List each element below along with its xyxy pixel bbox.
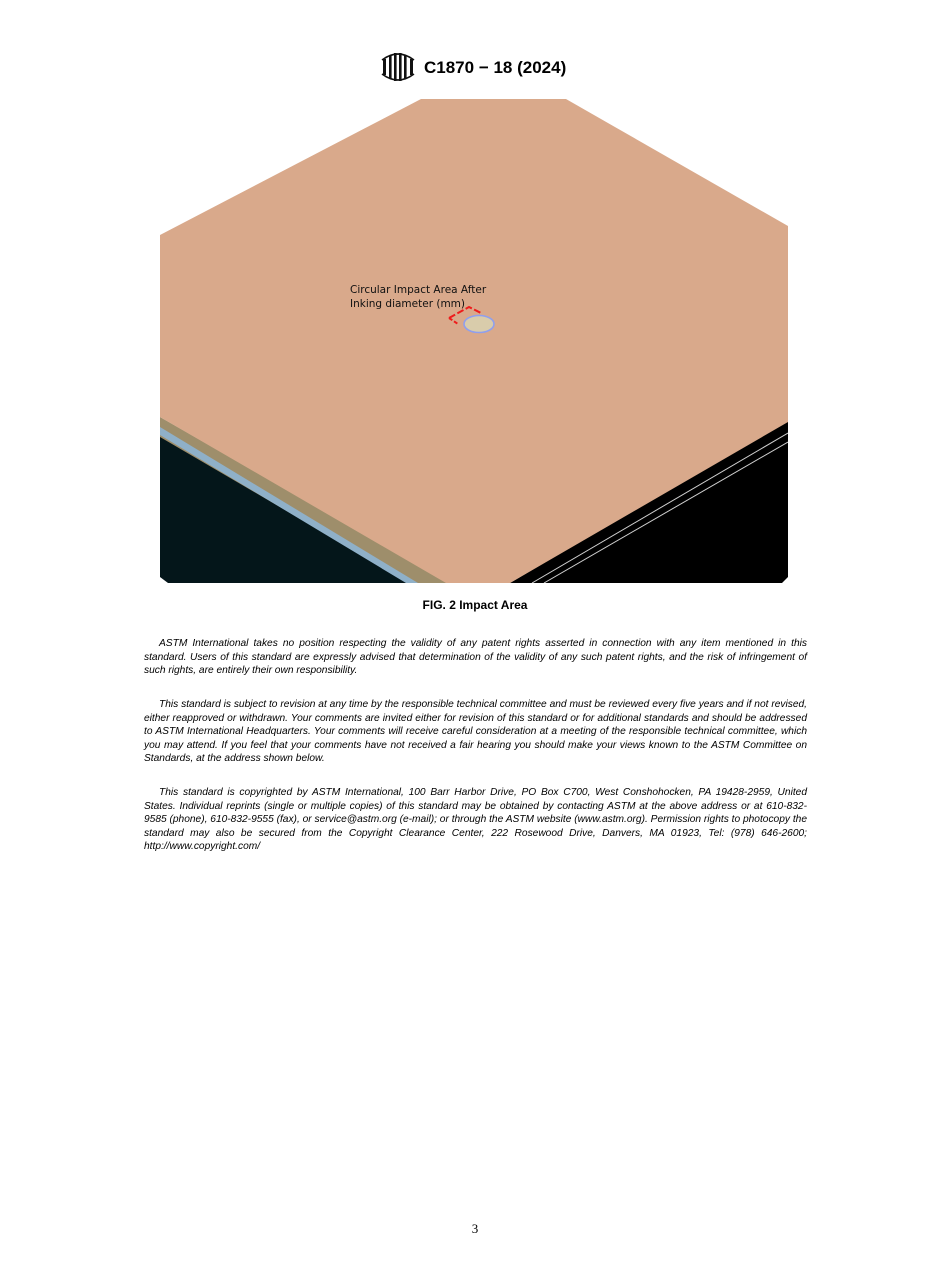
impact-area-circle bbox=[464, 316, 494, 333]
document-id: C1870 − 18 (2024) bbox=[424, 58, 567, 77]
figure-caption: FIG. 2 Impact Area bbox=[422, 598, 528, 612]
annotation-line-2: Inking diameter (mm) bbox=[350, 298, 465, 310]
impact-area-figure bbox=[160, 99, 788, 583]
copyright-notice: This standard is copyrighted by ASTM International, 100 Barr Harbor Drive, PO Box C700, West Conshohocken, PA 19428-2959, United States. Individual reprints (single or multiple copies) of this standard may be obtained by contacting ASTM at the above address or at 610-832-9585 (phone), 610-832-9555 (fax), or service@astm.org (e-mail); or through the ASTM website (www.astm.org). Permission rights to photocopy the standard may also be secured from the Copyright Clearance Center, 222 Rosewood Drive, Danvers, MA 01923, Tel: (978) 646-2600; http://www.copyright.com/ bbox=[144, 787, 807, 853]
astm-logo bbox=[379, 50, 417, 84]
patent-notice: ASTM International takes no position respecting the validity of any patent rights asserted in connection with any item mentioned in this standard. Users of this standard are expressly advised that determination of the validity of any such patent rights, and the risk of infringement of such rights, are entirely their own responsibility. bbox=[144, 638, 807, 677]
revision-notice: This standard is subject to revision at any time by the responsible technical committee and must be reviewed every five years and if not revised, either reapproved or withdrawn. Your comments are invited either for revision of this standard or for additional standards and should be addressed to ASTM International Headquarters. Your comments will receive careful consideration at a meeting of the responsible technical committee, which you may attend. If you feel that your comments have not received a fair hearing you should make your views known to the ASTM Committee on Standards, at the address shown below. bbox=[144, 699, 807, 765]
page-number: 3 bbox=[471, 1221, 479, 1236]
page-header bbox=[0, 50, 950, 86]
annotation-line-1: Circular Impact Area After bbox=[350, 284, 487, 296]
